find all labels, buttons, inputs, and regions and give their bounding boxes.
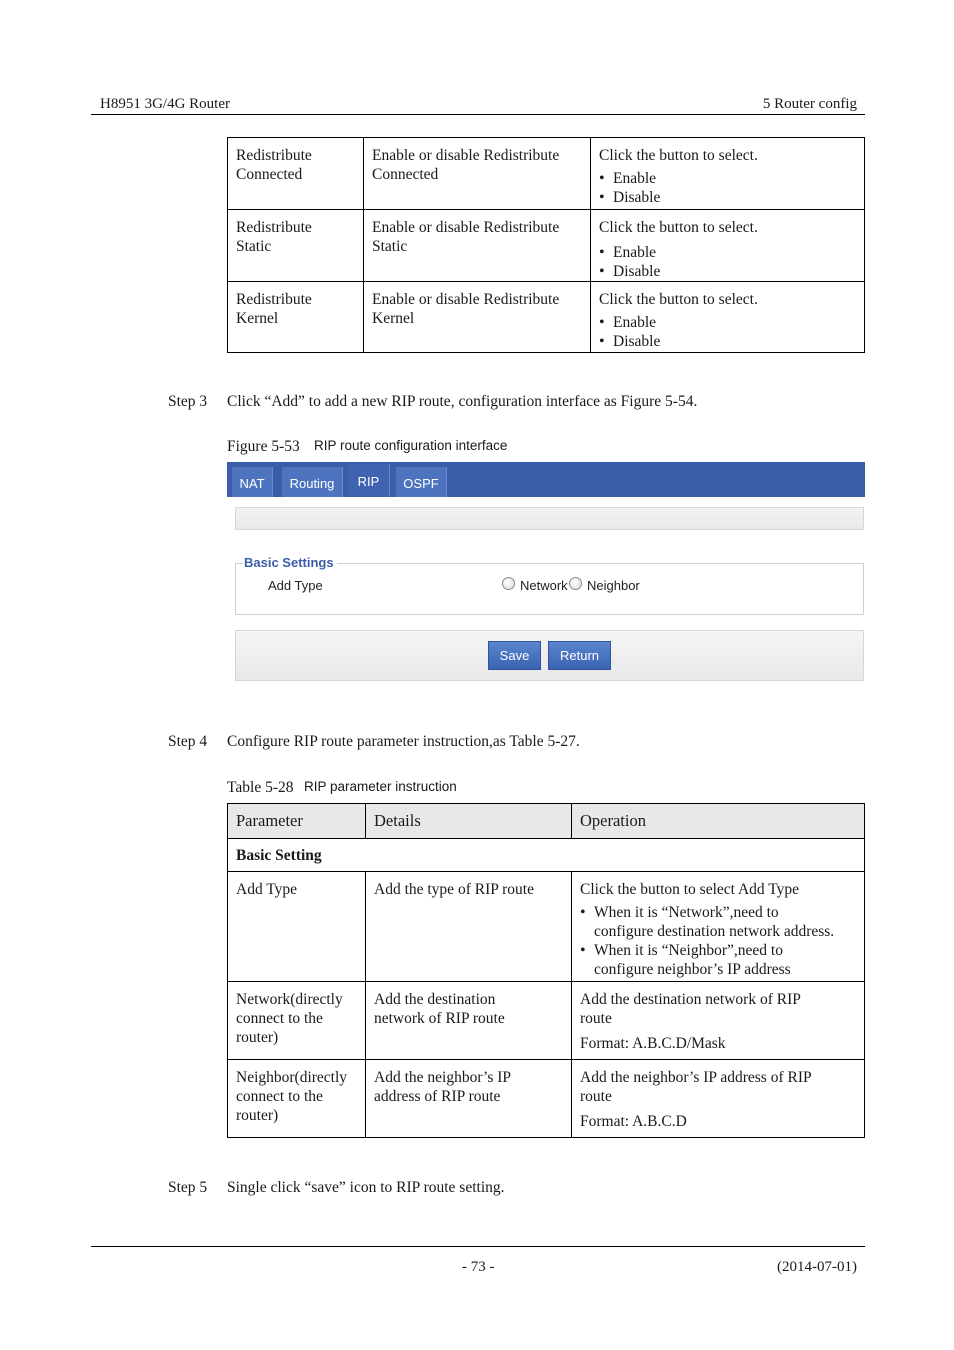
redistribute-table bbox=[227, 137, 865, 353]
table-header-row bbox=[228, 804, 865, 839]
network-radio[interactable] bbox=[502, 577, 515, 590]
neighbor-radio-label[interactable]: Neighbor bbox=[587, 578, 640, 593]
page-number: - 73 - bbox=[462, 1259, 495, 1275]
neighbor-radio[interactable] bbox=[569, 577, 582, 590]
table-number: Table 5-28 bbox=[227, 779, 294, 796]
figure-number: Figure 5-53 bbox=[227, 438, 300, 455]
toolbar-strip bbox=[235, 507, 864, 530]
step5-text: Single click “save” icon to RIP route setting. bbox=[227, 1179, 505, 1196]
return-button[interactable]: Return bbox=[548, 641, 611, 670]
nav-tab-bar bbox=[227, 462, 865, 497]
table-caption: RIP parameter instruction bbox=[304, 779, 457, 794]
table-row: Redistribute Static Enable or disable Redistribute Static Click the button to select. • Enable • Disable bbox=[228, 210, 865, 282]
step5-label: Step 5 bbox=[168, 1179, 208, 1196]
step4-label: Step 4 bbox=[168, 733, 208, 750]
section-row: Basic Setting bbox=[228, 839, 865, 872]
table-row: Network(directly connect to the router) Add the destination network of RIP route Add the destination network of RIP route Format: A.B.C.D/Mask bbox=[228, 982, 865, 1060]
column-header: Parameter bbox=[228, 804, 366, 839]
save-button[interactable]: Save bbox=[488, 641, 541, 670]
header-rule bbox=[91, 114, 865, 115]
footer-rule bbox=[91, 1246, 865, 1247]
tab-ospf[interactable]: OSPF bbox=[396, 467, 447, 497]
rip-parameter-table bbox=[227, 803, 865, 1138]
table-row: Redistribute Connected Enable or disable Redistribute Connected Click the button to select. • Enable • Disable bbox=[228, 138, 865, 210]
network-radio-label[interactable]: Network bbox=[520, 578, 568, 593]
section-title: Basic Settings bbox=[243, 555, 337, 570]
footer-date: (2014-07-01) bbox=[777, 1259, 857, 1275]
header-left: H8951 3G/4G Router bbox=[100, 96, 230, 112]
tab-nat[interactable]: NAT bbox=[232, 467, 273, 497]
table-row: Add Type Add the type of RIP route Click the button to select Add Type • When it is “Network”,need to configure destination network address. • When it is “Neighbor”,need to configure neighbor’s IP address bbox=[228, 872, 865, 982]
column-header: Details bbox=[366, 804, 572, 839]
step3-text: Click “Add” to add a new RIP route, configuration interface as Figure 5-54. bbox=[227, 393, 698, 410]
add-type-label: Add Type bbox=[268, 578, 323, 593]
step4-text: Configure RIP route parameter instruction,as Table 5-27. bbox=[227, 733, 580, 750]
figure-caption: RIP route configuration interface bbox=[314, 438, 508, 453]
table-row: Redistribute Kernel Enable or disable Redistribute Kernel Click the button to select. • Enable • Disable bbox=[228, 282, 865, 353]
tab-rip[interactable]: RIP bbox=[348, 464, 390, 497]
table-row: Neighbor(directly connect to the router) Add the neighbor’s IP address of RIP route Add the neighbor’s IP address of RIP route Format: A.B.C.D bbox=[228, 1060, 865, 1138]
step3-label: Step 3 bbox=[168, 393, 208, 410]
column-header: Operation bbox=[572, 804, 865, 839]
header-right: 5 Router config bbox=[762, 96, 857, 112]
tab-routing[interactable]: Routing bbox=[282, 467, 343, 497]
